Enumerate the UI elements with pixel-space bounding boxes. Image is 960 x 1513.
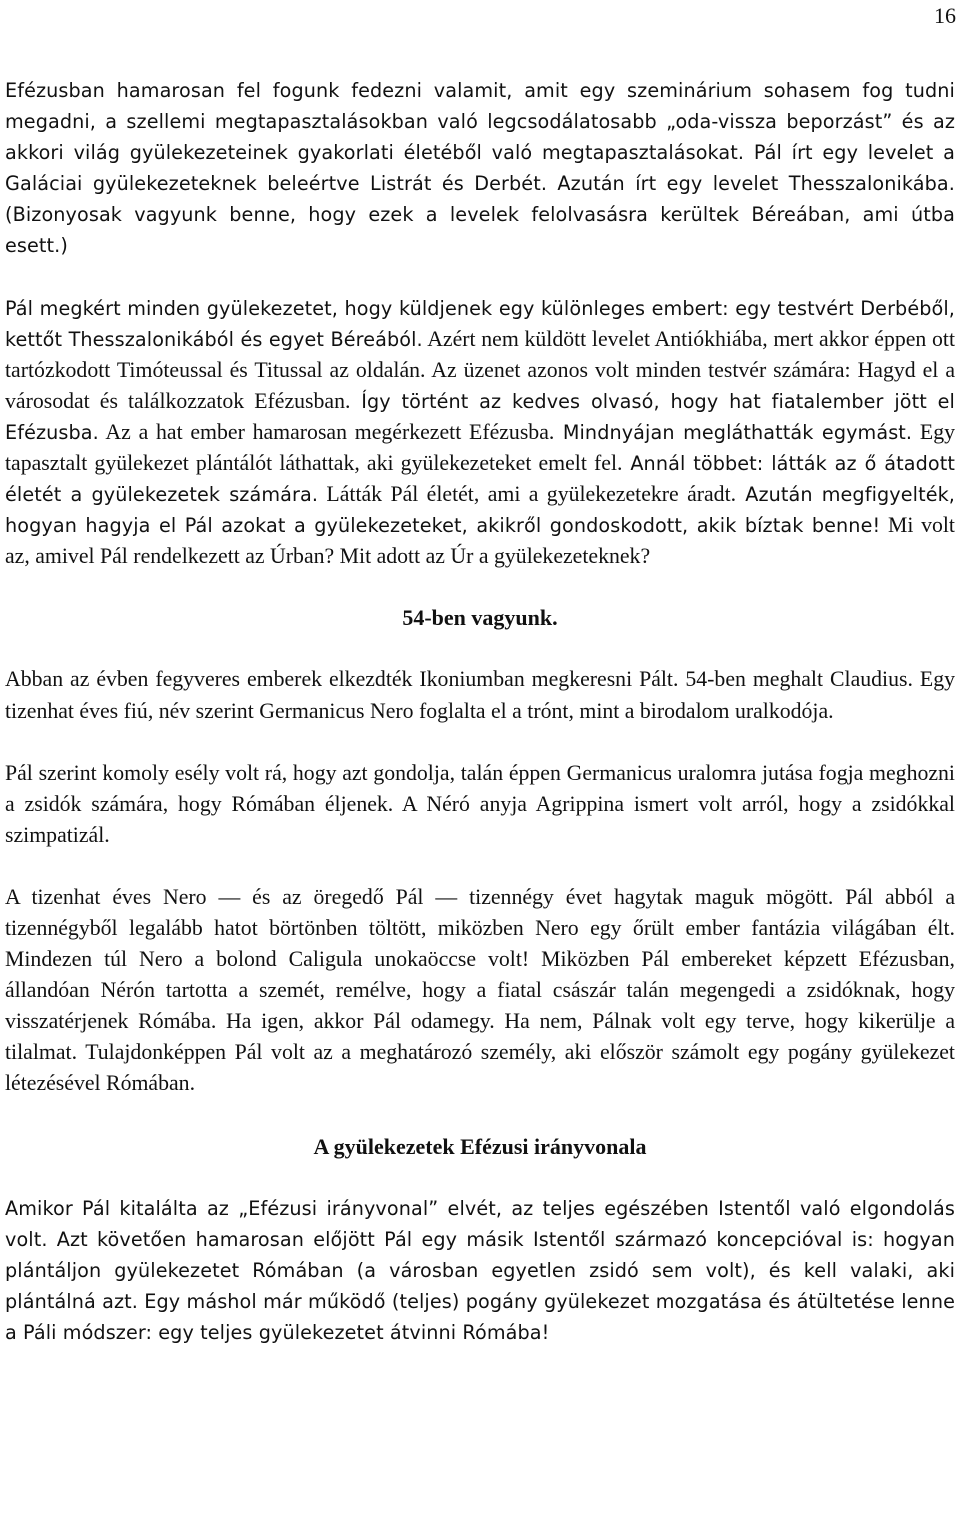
text-run: Mindnyájan megláthatták egymást. bbox=[554, 420, 913, 444]
paragraph-spacer bbox=[5, 851, 955, 882]
paragraph-spacer bbox=[5, 572, 955, 602]
paragraph-ephesian-principle: Amikor Pál kitalálta az „Efézusi irányvonal” elvét, az teljes egészében Istentől való elgondolás volt. Azt követően hamarosan előjött Pál egy másik Istentől származó koncepcióval is: hogyan plántáljon gyülekezetet Rómában (a városban egyetlen zsidó sem volt), és kell valaki, aki plántálná azt. Egy máshol már működő (teljes) pogány gyülekezet mozgatása és átültetése lenne a Páli módszer: egy teljes gyülekezetet átvinni Rómába! bbox=[5, 1196, 955, 1344]
document-body bbox=[5, 75, 955, 1348]
paragraph-claudius-death: Abban az évben fegyveres emberek elkezdték Ikoniumban megkeresni Pált. 54-ben meghalt Claudius. Egy tizenhat éves fiú, név szerint Germanicus Nero foglalta el a trónt, mint a birodalom uralkodója. bbox=[5, 667, 955, 723]
text-run: Mi volt az, amivel Pál rendelkezett az Úrban? Mit adott az Úr a gyülekezeteknek? bbox=[5, 513, 955, 569]
paragraph-spacer bbox=[5, 262, 955, 293]
text-run: Azért nem küldött levelet Antiókhiába, mert akkor éppen ott tartózkodott Timóteussal és Titussal az oldalán. Az üzenet azonos volt minden testvér számára: Hagyd el a városodat és találkozzatok Efézusban. bbox=[5, 326, 955, 413]
text-run: Így történt az kedves olvasó, hogy hat fiatalember jött el Efézusba. bbox=[5, 389, 955, 444]
paragraph-spacer bbox=[5, 727, 955, 758]
paragraph-spacer bbox=[5, 1100, 955, 1131]
paragraph-paul-request bbox=[5, 293, 955, 573]
paragraph-germanicus-chance: Pál szerint komoly esély volt rá, hogy azt gondolja, talán éppen Germanicus uralomra jutása fogja meghozni a zsidók számára, hogy Rómában éljenek. A Néró anyja Agrippina ismert volt arról, hogy a zsidókkal szimpatizál. bbox=[5, 760, 955, 847]
text-run: Azután megfigyelték, hogyan hagyja el Pál azokat a gyülekezeteket, akikről gondoskodott, akik bíztak benne! bbox=[5, 483, 956, 538]
text-run: Az a hat ember hamarosan megérkezett Efézusba. bbox=[98, 419, 555, 444]
paragraph-spacer bbox=[5, 1162, 955, 1193]
page-number: 16 bbox=[934, 3, 956, 28]
section-heading-year-54: 54-ben vagyunk. bbox=[402, 605, 558, 631]
paragraph-spacer bbox=[5, 633, 955, 664]
paragraph-nero-and-paul: A tizenhat éves Nero — és az öregedő Pál — tizennégy évet hagytak maguk mögött. Pál abból a tizennégyből legalább hatot börtönben töltött, miközben Nero egy őrült ember fantázia világában élt. Mindezen túl Nero a bolond Caligula unokaöccse volt! Miközben Pál embereket képzett Efézusban, állandóan Nérón tartotta a szemét, remélve, hogy a fiatal császár talán megengedi a zsidóknak, hogy visszatérjenek Rómába. Ha igen, akkor Pál odamegy. Ha nem, Pálnak volt egy terve, hogy kikerülje a tilalmat. Tulajdonképpen Pál volt az a meghatározó személy, aki először számolt egy pogány gyülekezet létezésével Rómában. bbox=[5, 884, 955, 1096]
text-run: Egy tapasztalt gyülekezet plántálót láthattak, aki gyülekezeteket emelt fel. bbox=[5, 419, 956, 476]
text-run: Annál többet: látták az ő átadott életét a gyülekezetek számára. bbox=[5, 452, 955, 507]
text-run: Látták Pál életét, ami a gyülekezetekre áradt. bbox=[318, 482, 737, 507]
section-heading-ephesus-direction: A gyülekezetek Efézusi irányvonala bbox=[313, 1133, 647, 1159]
text-run: Pál megkért minden gyülekezetet, hogy küldjenek egy különleges embert: egy testvért Derbéből, kettőt Thesszalonikából és egyet Béreából. bbox=[5, 296, 955, 351]
paragraph-ephesus-intro: Efézusban hamarosan fel fogunk fedezni valamit, amit egy szeminárium sohasem fog tudni megadni, a szellemi megtapasztalásokban való legcsodálatosabb „oda-vissza beporzást” és az akkori világ gyülekezeteinek gyakorlati életéből való megtapasztalásokat. Pál írt egy levelet a Galáciai gyülekezeteknek beleértve Listrát és Derbét. Azután írt egy levelet Thesszalonikába. (Bizonyosak vagyunk benne, hogy ezek a levelek felolvasásra kerültek Béreában, ami útba esett.) bbox=[5, 79, 955, 258]
